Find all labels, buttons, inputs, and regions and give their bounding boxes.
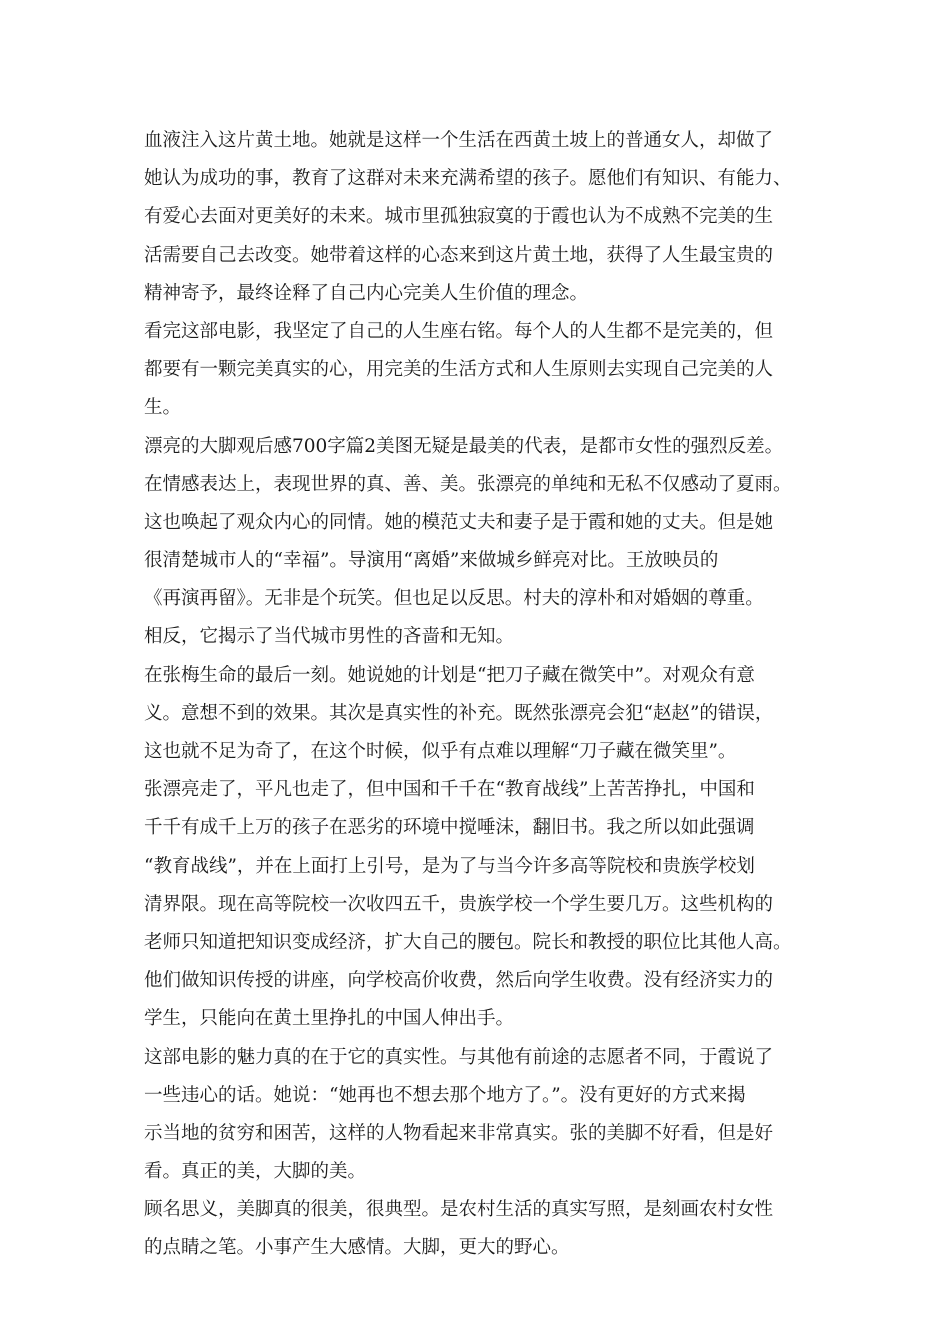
text-line: 血液注入这片黄土地。她就是这样一个生活在西黄土坡上的普通女人，却做了	[144, 130, 774, 151]
text-line: 《再演再留》。无非是个玩笑。但也足以反思。村夫的淳朴和对婚姻的尊重。	[144, 588, 764, 610]
text-line: 这也唤起了观众内心的同情。她的模范丈夫和妻子是于霞和她的丈夫。但是她	[144, 511, 774, 533]
text-line: 在情感表达上，表现世界的真、善、美。张漂亮的单纯和无私不仅感动了夏雨。	[144, 473, 792, 495]
text-line: 在张梅生命的最后一刻。她说她的计划是“把刀子藏在微笑中”。对观众有意	[144, 664, 755, 686]
text-line: 老师只知道把知识变成经济，扩大自己的腰包。院长和教授的职位比其他人高。	[144, 931, 792, 953]
text-line: 千千有成千上万的孩子在恶劣的环境中搅唾沫，翻旧书。我之所以如此强调	[144, 817, 755, 839]
text-line: 这也就不足为奇了，在这个时候，似乎有点难以理解“刀子藏在微笑里”。	[144, 741, 737, 762]
text-line: 这部电影的魅力真的在于它的真实性。与其他有前途的志愿者不同，于霞说了	[144, 1046, 774, 1068]
text-line: 示当地的贫穷和困苦，这样的人物看起来非常真实。张的美脚不好看，但是好	[144, 1122, 774, 1144]
text-line: 生。	[144, 397, 182, 419]
text-line: 漂亮的大脚观后感700字篇2美图无疑是最美的代表，是都市女性的强烈反差。	[144, 435, 784, 457]
text-line: 张漂亮走了，平凡也走了，但中国和千千在“教育战线”上苦苦挣扎，中国和	[144, 779, 755, 801]
text-line: 的点睛之笔。小事产生大感情。大脚，更大的野心。	[144, 1237, 570, 1259]
text-line: 活需要自己去改变。她带着这样的心态来到这片黄土地，获得了人生最宝贵的	[144, 244, 774, 266]
text-line: 看。真正的美，大脚的美。	[144, 1161, 367, 1183]
text-line: 都要有一颗完美真实的心，用完美的生活方式和人生原则去实现自己完美的人	[144, 359, 774, 381]
text-line: 精神寄予，最终诠释了自己内心完美人生价值的理念。	[144, 282, 589, 304]
text-line: 义。意想不到的效果。其次是真实性的补充。既然张漂亮会犯“赵赵”的错误，	[144, 702, 774, 724]
text-line: 有爱心去面对更美好的未来。城市里孤独寂寞的于霞也认为不成熟不完美的生	[144, 206, 774, 228]
text-line: 清界限。现在高等院校一次收四五千，贵族学校一个学生要几万。这些机构的	[144, 893, 774, 915]
text-line: 学生，只能向在黄土里挣扎的中国人伸出手。	[144, 1008, 515, 1030]
text-line: 顾名思义，美脚真的很美，很典型。是农村生活的真实写照，是刻画农村女性	[144, 1199, 774, 1221]
text-line: 相反，它揭示了当代城市男性的吝啬和无知。	[144, 626, 515, 648]
text-line: 她认为成功的事，教育了这群对未来充满希望的孩子。愿他们有知识、有能力、	[144, 168, 792, 190]
text-line: 一些违心的话。她说：“她再也不想去那个地方了。”。没有更好的方式来揭	[144, 1084, 746, 1106]
text-line: 他们做知识传授的讲座，向学校高价收费，然后向学生收费。没有经济实力的	[144, 970, 774, 992]
text-line: 看完这部电影，我坚定了自己的人生座右铭。每个人的人生都不是完美的，但	[144, 320, 774, 342]
body-text	[144, 122, 824, 1268]
text-line: “教育战线”，并在上面打上引号，是为了与当今许多高等院校和贵族学校划	[144, 855, 755, 877]
text-line: 很清楚城市人的“幸福”。导演用“离婚”来做城乡鲜亮对比。王放映员的	[144, 550, 719, 572]
